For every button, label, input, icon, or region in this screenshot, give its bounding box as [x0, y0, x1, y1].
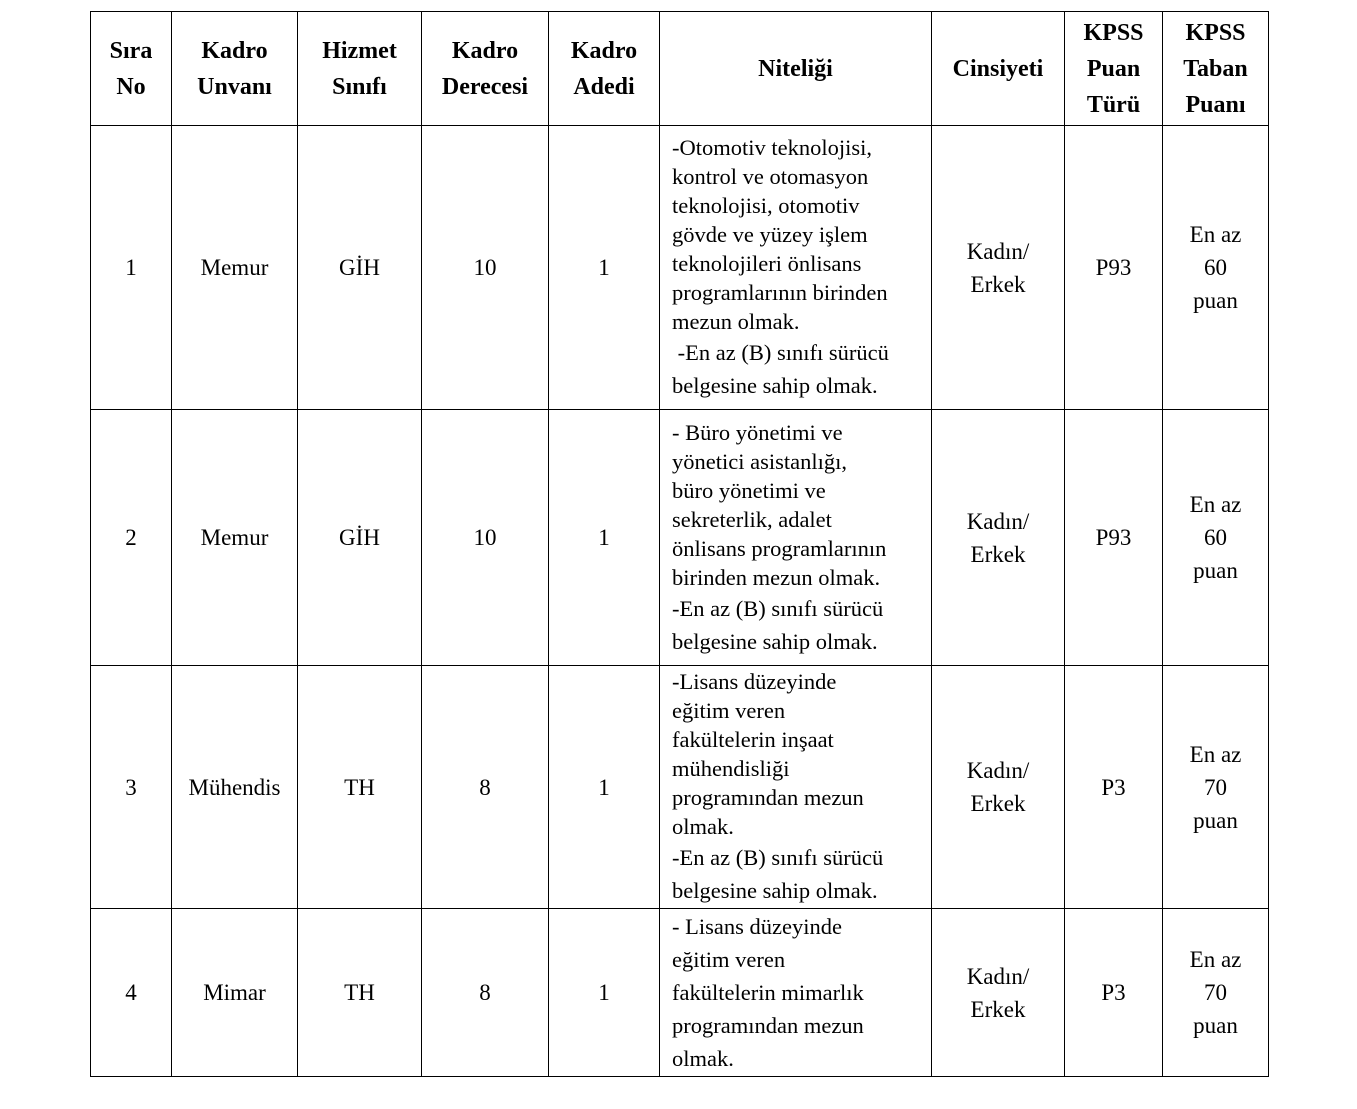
- header-cinsiyeti: Cinsiyeti: [932, 12, 1065, 126]
- nitelik-line: kontrol ve otomasyon: [672, 164, 869, 189]
- cell-kpss-taban-puani: [1163, 666, 1269, 909]
- nitelik-line: gövde ve yüzey işlem: [672, 222, 868, 247]
- cell-kadro-adedi: 1: [549, 909, 660, 1077]
- cinsiyet-line: Erkek: [970, 996, 1026, 1022]
- header-line: Taban: [1183, 55, 1248, 82]
- cell-niteligi: [660, 666, 932, 909]
- cell-kadro-derecesi: 10: [422, 410, 549, 666]
- cinsiyet-line: Erkek: [970, 271, 1026, 297]
- nitelik-line: -Otomotiv teknolojisi,: [672, 135, 872, 160]
- nitelik-line: sekreterlik, adalet: [672, 506, 832, 532]
- cell-kpss-puan-turu: P93: [1065, 126, 1163, 410]
- cell-kadro-adedi: 1: [549, 410, 660, 666]
- nitelik-line: olmak.: [672, 1046, 734, 1071]
- header-kpss-puan-turu: [1065, 12, 1163, 126]
- nitelik-line: belgesine sahip olmak.: [672, 373, 878, 398]
- taban-puan-line: puan: [1193, 288, 1238, 313]
- header-line: Türü: [1086, 91, 1141, 118]
- cell-sira-no: 4: [91, 909, 172, 1077]
- cell-sira-no: 1: [91, 126, 172, 410]
- cinsiyet-line: Kadın/: [966, 508, 1030, 534]
- cell-kadro-unvani: Mimar: [172, 909, 298, 1077]
- cell-hizmet-sinifi: TH: [298, 909, 422, 1077]
- header-hizmet-sinifi: [298, 12, 422, 126]
- cell-hizmet-sinifi: GİH: [298, 410, 422, 666]
- header-line: Kadro: [451, 37, 519, 64]
- header-line: Sınıfı: [332, 73, 387, 100]
- header-kpss-taban-puani: [1163, 12, 1269, 126]
- cinsiyet-line: Erkek: [970, 541, 1026, 567]
- taban-puan-line: En az: [1189, 492, 1242, 517]
- nitelik-line: büro yönetimi ve: [672, 477, 826, 503]
- cell-kadro-adedi: 1: [549, 666, 660, 909]
- cell-cinsiyeti: [932, 126, 1065, 410]
- nitelik-line: - Büro yönetimi ve: [672, 419, 843, 445]
- cell-kpss-puan-turu: P93: [1065, 410, 1163, 666]
- nitelik-line: -En az (B) sınıfı sürücü: [672, 845, 884, 870]
- table-row: [91, 126, 1269, 410]
- cinsiyet-line: Erkek: [970, 791, 1026, 816]
- nitelik-line: teknolojisi, otomotiv: [672, 193, 860, 218]
- cell-cinsiyeti: [932, 410, 1065, 666]
- cell-sira-no: 3: [91, 666, 172, 909]
- cell-kpss-taban-puani: [1163, 410, 1269, 666]
- nitelik-line: belgesine sahip olmak.: [672, 878, 878, 903]
- table-row: [91, 909, 1269, 1077]
- nitelik-line: mühendisliği: [672, 756, 790, 781]
- nitelik-line: önlisans programlarının: [672, 535, 887, 561]
- cell-cinsiyeti: [932, 909, 1065, 1077]
- cell-hizmet-sinifi: GİH: [298, 126, 422, 410]
- nitelik-line: fakültelerin inşaat: [672, 727, 834, 752]
- cell-kpss-puan-turu: P3: [1065, 909, 1163, 1077]
- nitelik-line: fakültelerin mimarlık: [672, 980, 864, 1005]
- nitelik-line: belgesine sahip olmak.: [672, 628, 878, 654]
- taban-puan-line: En az: [1189, 741, 1242, 767]
- cell-niteligi: [660, 410, 932, 666]
- nitelik-line: - Lisans düzeyinde: [672, 914, 842, 939]
- header-line: Puanı: [1185, 91, 1246, 118]
- header-line: No: [116, 73, 146, 100]
- cell-kpss-taban-puani: [1163, 909, 1269, 1077]
- kadro-table: [90, 11, 1269, 1077]
- nitelik-line: mezun olmak.: [672, 309, 800, 334]
- cell-kadro-adedi: 1: [549, 126, 660, 410]
- header-line: Unvanı: [197, 73, 272, 100]
- header-line: Kadro: [201, 37, 268, 64]
- cell-niteligi: [660, 126, 932, 410]
- nitelik-line: yönetici asistanlığı,: [672, 448, 847, 474]
- taban-puan-line: 60: [1204, 255, 1227, 280]
- cell-kadro-derecesi: 8: [422, 666, 549, 909]
- header-niteligi: Niteliği: [660, 12, 932, 126]
- cell-kadro-unvani: Mühendis: [172, 666, 298, 909]
- nitelik-line: -Lisans düzeyinde: [672, 669, 837, 694]
- taban-puan-line: puan: [1193, 558, 1238, 583]
- cell-kpss-taban-puani: [1163, 126, 1269, 410]
- cinsiyet-line: Kadın/: [966, 758, 1030, 783]
- header-line: Kadro: [570, 37, 638, 64]
- taban-puan-line: 70: [1204, 774, 1227, 800]
- taban-puan-line: puan: [1193, 807, 1238, 833]
- header-kadro-unvani: [172, 12, 298, 126]
- header-kadro-adedi: [549, 12, 660, 126]
- nitelik-line: teknolojileri önlisans: [672, 251, 862, 276]
- taban-puan-line: 70: [1204, 980, 1227, 1005]
- cell-kadro-unvani: Memur: [172, 410, 298, 666]
- cell-sira-no: 2: [91, 410, 172, 666]
- header-line: KPSS: [1185, 19, 1246, 46]
- table-row: [91, 666, 1269, 909]
- header-line: Adedi: [573, 73, 635, 100]
- nitelik-line: -En az (B) sınıfı sürücü: [672, 595, 884, 621]
- cinsiyet-line: Kadın/: [966, 238, 1030, 264]
- nitelik-line: programından mezun: [672, 785, 864, 810]
- cell-cinsiyeti: [932, 666, 1065, 909]
- header-line: Puan: [1086, 55, 1141, 82]
- nitelik-line: eğitim veren: [672, 698, 786, 723]
- header-sira-no: [91, 12, 172, 126]
- header-line: Derecesi: [441, 73, 529, 100]
- header-kadro-derecesi: [422, 12, 549, 126]
- cell-kpss-puan-turu: P3: [1065, 666, 1163, 909]
- cell-kadro-derecesi: 8: [422, 909, 549, 1077]
- taban-puan-line: puan: [1193, 1013, 1238, 1038]
- nitelik-line: eğitim veren: [672, 947, 786, 972]
- cinsiyet-line: Kadın/: [966, 963, 1030, 989]
- cell-kadro-derecesi: 10: [422, 126, 549, 410]
- nitelik-line: olmak.: [672, 814, 734, 839]
- nitelik-line: birinden mezun olmak.: [672, 564, 881, 590]
- cell-niteligi: [660, 909, 932, 1077]
- table-row: [91, 410, 1269, 666]
- nitelik-line: programından mezun: [672, 1013, 864, 1038]
- header-line: Sıra: [109, 37, 153, 64]
- taban-puan-line: 60: [1204, 525, 1227, 550]
- taban-puan-line: En az: [1189, 947, 1242, 972]
- nitelik-line: -En az (B) sınıfı sürücü: [672, 340, 889, 365]
- header-line: KPSS: [1083, 19, 1144, 46]
- header-line: Hizmet: [322, 37, 397, 64]
- cell-hizmet-sinifi: TH: [298, 666, 422, 909]
- nitelik-line: programlarının birinden: [672, 280, 888, 305]
- taban-puan-line: En az: [1189, 222, 1242, 247]
- header-row: [91, 12, 1269, 126]
- cell-kadro-unvani: Memur: [172, 126, 298, 410]
